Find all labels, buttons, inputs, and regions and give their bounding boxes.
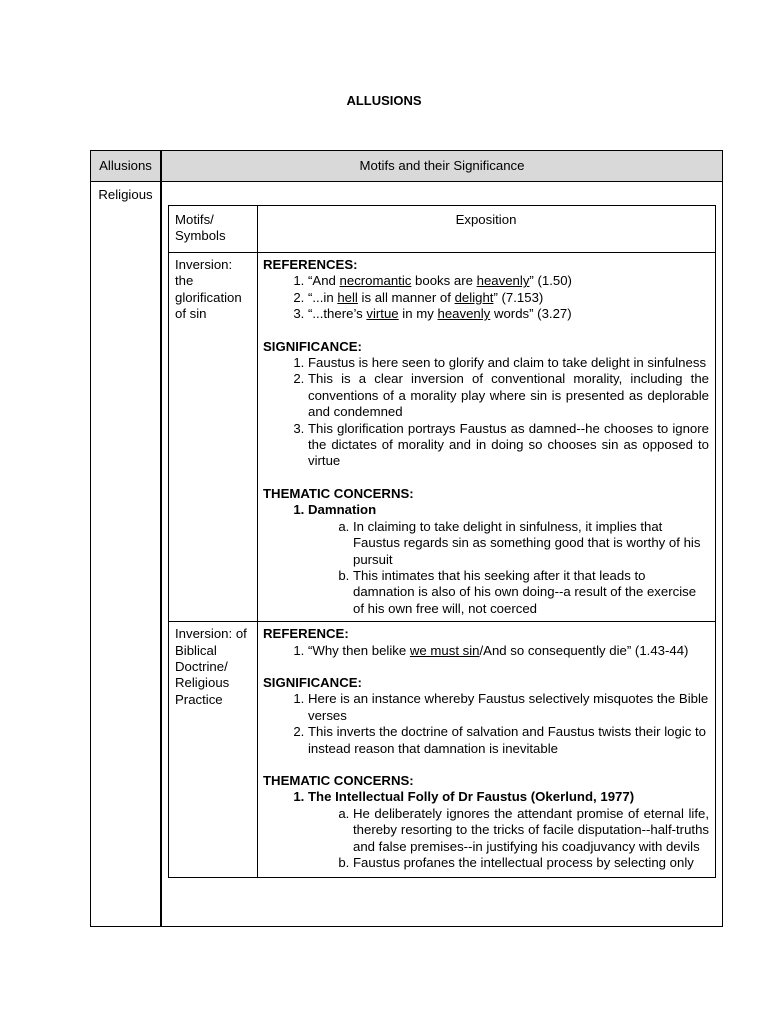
header-motifs-symbols: Motifs/ Symbols bbox=[169, 206, 258, 253]
significance-heading: SIGNIFICANCE: bbox=[263, 338, 362, 354]
page-title: ALLUSIONS bbox=[346, 93, 422, 108]
thematic-heading: THEMATIC CONCERNS: bbox=[263, 772, 414, 788]
header-allusions: Allusions bbox=[91, 151, 162, 182]
header-exposition: Exposition bbox=[258, 206, 716, 253]
allusions-table bbox=[90, 150, 723, 927]
thematic-item bbox=[308, 502, 709, 617]
category-religious: Religious bbox=[91, 182, 162, 927]
motif-label: Inversion: the glorification of sin bbox=[169, 253, 258, 622]
reference-item: 1. “And necromantic books are heavenly” (1.50) bbox=[308, 273, 709, 289]
significance-list bbox=[263, 355, 709, 470]
motif-row bbox=[169, 253, 716, 622]
concern-point: a. In claiming to take delight in sinfulness, it implies that Faustus regards sin as something good that is worthy of his pursuit bbox=[353, 519, 709, 568]
reference-item: 3. “...there’s virtue in my heavenly words” (3.27) bbox=[308, 306, 709, 322]
concern-title: Damnation bbox=[308, 502, 377, 518]
thematic-heading: THEMATIC CONCERNS: bbox=[263, 485, 414, 501]
motifs-cell bbox=[161, 182, 723, 927]
reference-item: 2. “...in hell is all manner of delight” (7.153) bbox=[308, 290, 709, 306]
thematic-list bbox=[263, 502, 709, 617]
concern-point: b. This intimates that his seeking after it that leads to damnation is also of his own doing--a result of the exercise of his own free will, not coerced bbox=[353, 568, 709, 617]
exposition-cell bbox=[258, 253, 716, 622]
concern-points bbox=[308, 806, 709, 872]
references-list bbox=[263, 273, 709, 322]
reference-item: 1. “Why then belike we must sin/And so consequently die” (1.43-44) bbox=[308, 643, 709, 659]
references-heading: REFERENCES: bbox=[263, 257, 358, 272]
motif-row bbox=[169, 622, 716, 878]
significance-list bbox=[263, 691, 709, 757]
significance-item: 1. Faustus is here seen to glorify and claim to take delight in sinfulness bbox=[308, 355, 709, 371]
significance-item: 2. This is a clear inversion of conventional morality, including the conventions of a morality play where sin is presented as deplorable and condemned bbox=[308, 371, 709, 420]
significance-item: 3. This glorification portrays Faustus as damned--he chooses to ignore the dictates of morality and in doing so chooses sin as opposed to virtue bbox=[308, 421, 709, 470]
concern-point: a. He deliberately ignores the attendant promise of eternal life, thereby resorting to the tricks of facile disputation--half-truths and false premises--in justifying his coadjuvancy with devils bbox=[353, 806, 709, 855]
header-motifs-significance: Motifs and their Significance bbox=[161, 151, 723, 182]
thematic-item bbox=[308, 789, 709, 871]
concern-point: b. Faustus profanes the intellectual process by selecting only bbox=[353, 855, 709, 871]
references-heading: REFERENCE: bbox=[263, 626, 349, 642]
concern-points bbox=[308, 519, 709, 617]
significance-item: 2. This inverts the doctrine of salvation and Faustus twists their logic to instead reason that damnation is inevitable bbox=[308, 724, 709, 757]
significance-item: 1. Here is an instance whereby Faustus selectively misquotes the Bible verses bbox=[308, 691, 709, 724]
thematic-list bbox=[263, 789, 709, 871]
motif-label: Inversion: of Biblical Doctrine/ Religious Practice bbox=[169, 622, 258, 878]
motifs-table bbox=[168, 205, 716, 878]
concern-title: The Intellectual Folly of Dr Faustus (Okerlund, 1977) bbox=[308, 789, 635, 805]
references-list bbox=[263, 643, 709, 659]
exposition-cell bbox=[258, 622, 716, 878]
significance-heading: SIGNIFICANCE: bbox=[263, 674, 362, 690]
